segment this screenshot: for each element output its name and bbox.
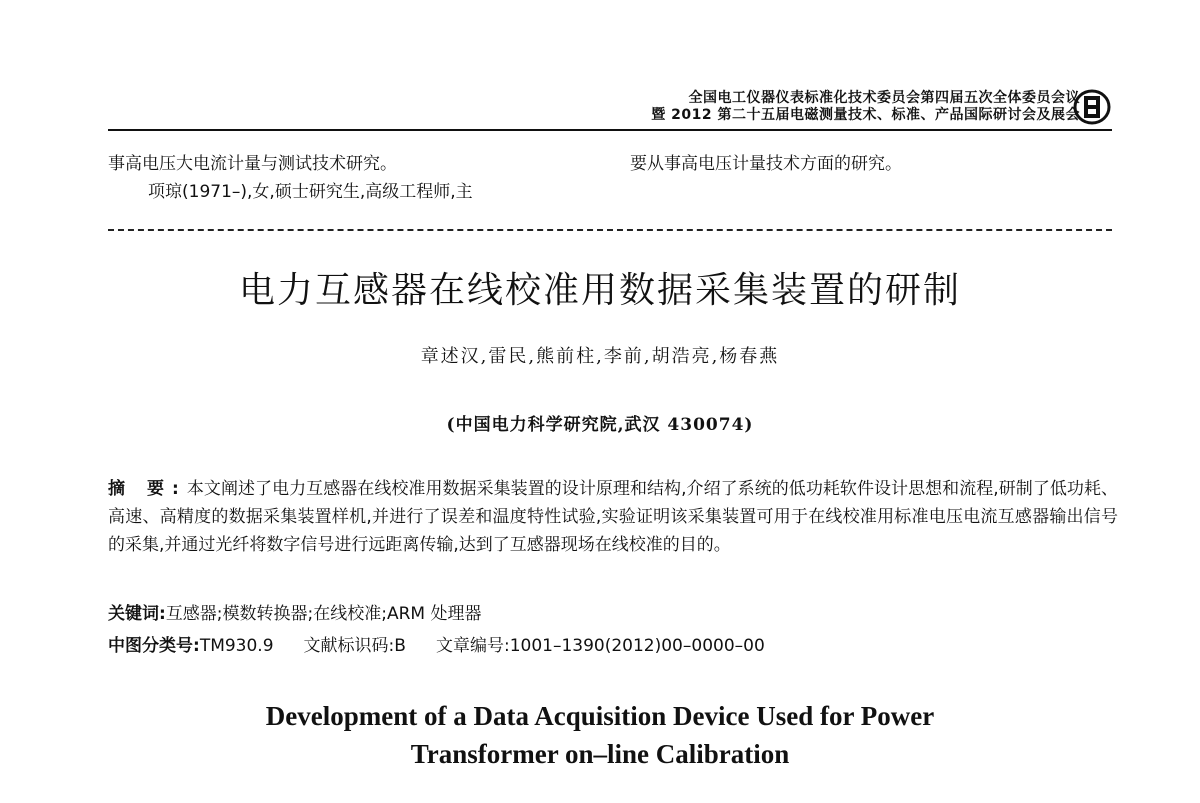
abstract [108,475,1118,559]
conference-header [651,90,1080,124]
classification-line [108,634,765,658]
header-rule [108,129,1112,131]
section-divider [108,229,1112,235]
paper-title-english [0,697,1200,773]
abstract-text: 本文阐述了电力互感器在线校准用数据采集装置的设计原理和结构,介绍了系统的低功耗软件设计思想和流程,研制了低功耗、高速、高精度的数据采集装置样机,并进行了误差和温度特性试验,实验证明该采集装置可用于在线校准用标准电压电流互感器输出信号的采集,并通过光纤将数字信号进行远距离传输,达到了互感器现场在线校准的目的。 [108,479,1118,555]
paper-authors: 章述汉,雷民,熊前柱,李前,胡浩亮,杨春燕 [420,346,780,367]
title-en-line-2: Transformer on–line Calibration [410,739,790,769]
article-no-label: 文章编号: [435,636,510,656]
conference-line-1: 全国电工仪器仪表标准化技术委员会第四届五次全体委员会议 [688,90,1080,106]
clc-label: 中图分类号: [108,636,200,656]
bio-left-line-1: 事高电压大电流计量与测试技术研究。 [108,154,397,174]
bio-right-line-1: 要从事高电压计量技术方面的研究。 [630,154,902,174]
title-en-line-1: Development of a Data Acquisition Device Used for Power [265,701,935,731]
author-bio-left [108,150,608,206]
author-bio-right [630,150,902,178]
article-no-value: 1001–1390(2012)00–0000–00 [509,636,765,656]
conference-line-2: 暨 2012 第二十五届电磁测量技术、标准、产品国际研讨会及展会 [651,107,1080,123]
doc-code-value: B [394,636,406,656]
keywords [108,602,482,626]
bio-left-line-2: 项琼(1971–),女,硕士研究生,高级工程师,主 [148,182,473,202]
abstract-label: 摘 要: [108,479,187,499]
keywords-label: 关键词: [108,604,166,624]
paper-affiliation: (中国电力科学研究院,武汉 430074) [446,415,754,435]
clc-value: TM930.9 [199,636,274,656]
conference-logo-icon [1072,88,1112,126]
paper-title-chinese: 电力互感器在线校准用数据采集装置的研制 [238,270,961,311]
doc-code-label: 文献标识码: [303,636,395,656]
keywords-text: 互感器;模数转换器;在线校准;ARM 处理器 [165,604,482,624]
